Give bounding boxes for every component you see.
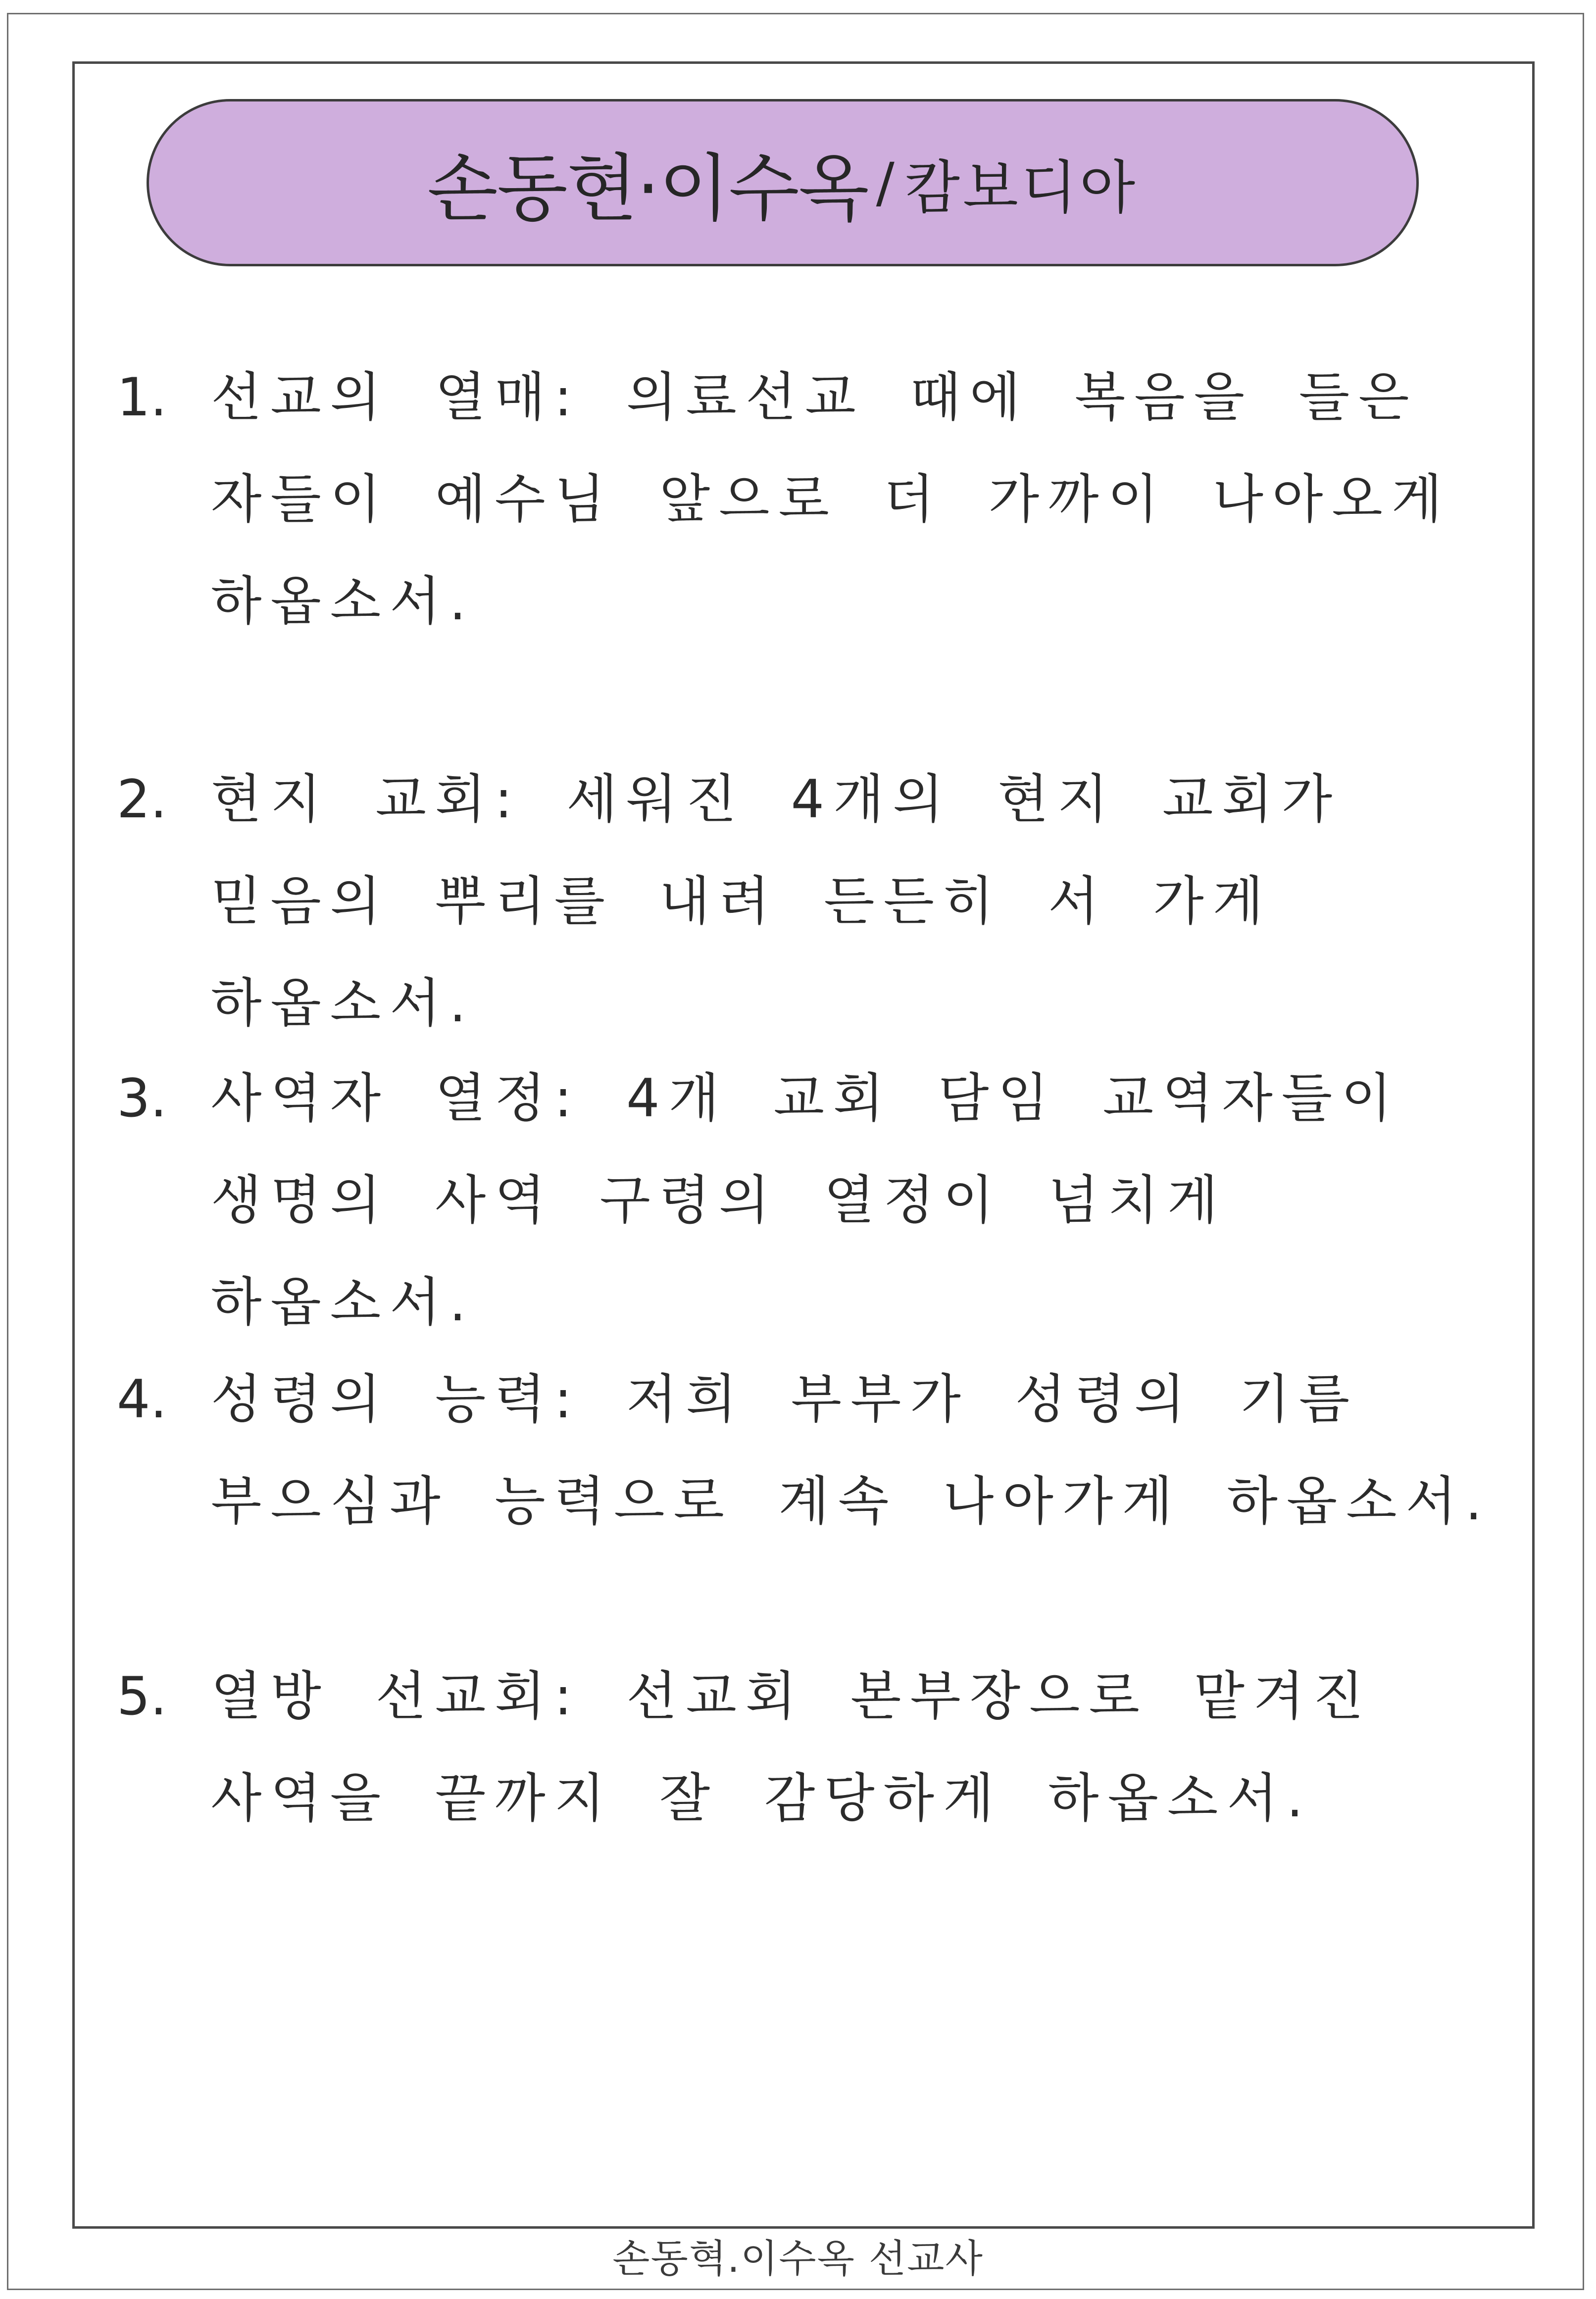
prayer-item-number: 3.: [117, 1068, 167, 1129]
page-title: [149, 101, 1416, 264]
prayer-item-number: 5.: [117, 1666, 167, 1727]
prayer-item-text: 선교의 열매: 의료선교 때에 복음을 들은 자들이 예수님 앞으로 더 가까이 나아오게 하옵소서.: [211, 367, 1451, 632]
prayer-item-number: 4.: [117, 1369, 167, 1430]
mission-country: 캄보디아: [904, 154, 1139, 221]
missionary-names: 손동현·이수옥: [427, 146, 868, 231]
prayer-item-text: 열방 선교회: 선교회 본부장으로 맡겨진 사역을 끝까지 잘 감당하게 하옵소서.: [211, 1666, 1373, 1829]
prayer-item-number: 2.: [117, 769, 167, 830]
prayer-item-text: 사역자 열정: 4개 교회 담임 교역자들이 생명의 사역 구령의 열정이 넘치게 하옵소서.: [211, 1068, 1401, 1333]
footer-signature: 손동혁.이수옥 선교사: [612, 2237, 984, 2281]
title-separator: /: [876, 151, 895, 214]
prayer-item-number: 1.: [117, 367, 167, 428]
prayer-item-text: 성령의 능력: 저희 부부가 성령의 기름 부으심과 능력으로 계속 나아가게 하옵소서.: [211, 1369, 1491, 1532]
title-banner: [147, 99, 1419, 266]
prayer-item-text: 현지 교회: 세워진 4개의 현지 교회가 믿음의 뿌리를 내려 든든히 서 가게 하옵소서.: [211, 769, 1342, 1034]
